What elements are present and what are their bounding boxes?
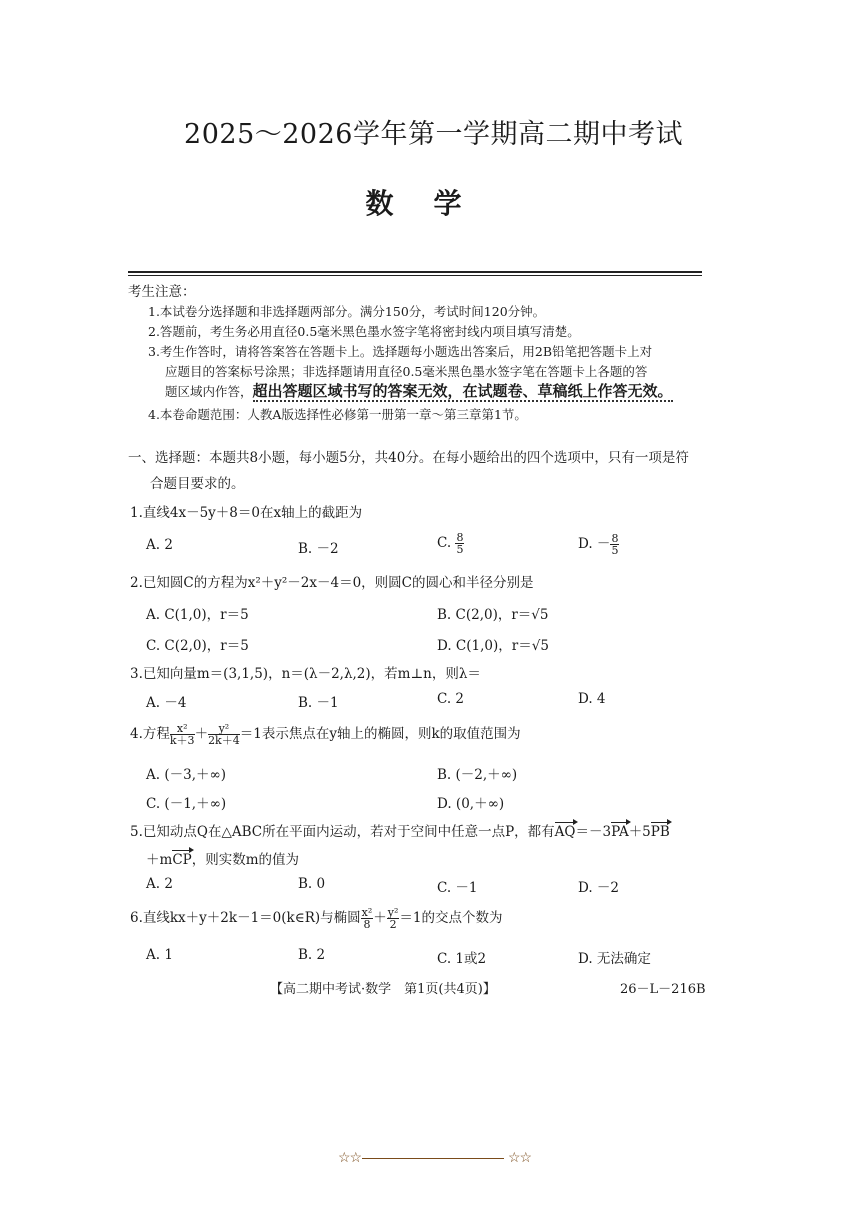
- page-footer-info: 【高二期中考试·数学 第1页(共4页)】: [270, 982, 496, 997]
- q4-option-d: D. (0,＋∞): [437, 796, 505, 812]
- q1-c-fraction: $\frac{8}{5}$: [456, 531, 464, 556]
- q4-option-c: C. (－1,＋∞): [146, 796, 227, 812]
- q3-option-c: C. 2: [437, 691, 465, 707]
- bottom-separator: [362, 1158, 504, 1159]
- q5-option-b: B. 0: [298, 876, 326, 892]
- question-5-stem-cont: ＋mCP，则实数m的值为: [146, 852, 300, 868]
- q1-option-d: D. － $\frac{8}{5}$: [578, 532, 619, 557]
- q5-option-a: A. 2: [146, 876, 173, 892]
- exam-title: 2025～2026学年第一学期高二期中考试: [184, 119, 683, 150]
- q4-fraction-x: $\frac{\text{x²}}{k+3}$: [169, 722, 195, 747]
- q2-option-d: D. C(1,0)，r＝√5: [437, 638, 549, 654]
- question-2-stem: 2.已知圆C的方程为x²＋y²－2x－4＝0，则圆C的圆心和半径分别是: [130, 575, 534, 591]
- q5-option-c: C. －1: [437, 880, 478, 896]
- q4-fraction-y: $\frac{\text{y²}}{2k+4}$: [208, 722, 240, 747]
- vector-pb: PB: [650, 824, 670, 840]
- q2-option-a: A. C(1,0)，r＝5: [146, 607, 249, 623]
- q6-option-b: B. 2: [298, 947, 326, 963]
- q1-option-a: A. 2: [146, 537, 173, 553]
- q6-option-c: C. 1或2: [437, 951, 487, 967]
- q6-fraction-x: $\frac{\text{x²}}{8}$: [361, 906, 373, 931]
- notice-item-1: 1.本试卷分选择题和非选择题两部分。满分150分，考试时间120分钟。: [148, 304, 546, 319]
- q3-option-b: B. －1: [298, 695, 339, 711]
- q4-option-b: B. (－2,＋∞): [437, 767, 518, 783]
- q1-d-fraction: $\frac{8}{5}$: [611, 532, 619, 557]
- divider-thin: [128, 275, 702, 276]
- question-6-stem: 6.直线kx＋y＋2k－1＝0(k∈R)与椭圆 $\frac{\text{x²}}{8}$ ＋ $\frac{\text{y²}}{2}$ ＝1的交点个数为: [130, 906, 503, 931]
- notice-item-3-cont2: [165, 380, 673, 401]
- question-3-stem: 3.已知向量m＝(3,1,5)，n＝(λ－2,λ,2)，若m⊥n，则λ＝: [130, 666, 481, 682]
- q6-option-a: A. 1: [146, 947, 173, 963]
- q1-option-c: C. $\frac{8}{5}$: [437, 531, 464, 556]
- section-heading-cont: 合题目要求的。: [150, 476, 245, 492]
- q6-fraction-y: $\frac{\text{y²}}{2}$: [387, 906, 399, 931]
- star-icon-right: ☆☆: [508, 1150, 532, 1166]
- subject-title: 数学: [365, 187, 502, 220]
- page-footer-code: 26－L－216B: [620, 982, 706, 997]
- divider-thick: [128, 271, 702, 273]
- vector-pa: PA: [611, 824, 629, 840]
- q2-option-b: B. C(2,0)，r＝√5: [437, 607, 549, 623]
- star-icon-left: ☆☆: [338, 1150, 362, 1166]
- question-4-stem: 4.方程 $\frac{\text{x²}}{k+3}$ ＋ $\frac{\text{y²}}{2k+4}$ ＝1表示焦点在y轴上的椭圆，则k的取值范围为: [130, 722, 521, 747]
- notice-item-3-prefix: 题区域内作答，: [165, 384, 253, 399]
- q3-option-d: D. 4: [578, 691, 606, 707]
- section-heading: 一、选择题：本题共8小题，每小题5分，共40分。在每小题给出的四个选项中，只有一项是符: [128, 450, 689, 466]
- q6-option-d: D. 无法确定: [578, 951, 651, 967]
- question-1-stem: 1.直线4x－5y＋8＝0在x轴上的截距为: [130, 505, 363, 521]
- vector-aq: AQ: [554, 824, 576, 840]
- notice-item-3-cont: 应题目的答案标号涂黑；非选择题请用直径0.5毫米黑色墨水签字笔在答题卡上各题的答: [165, 364, 648, 379]
- q1-option-b: B. －2: [298, 541, 339, 557]
- question-5-stem: 5.已知动点Q在△ABC所在平面内运动，若对于空间中任意一点P，都有AQ＝－3PA＋5PB: [130, 824, 670, 840]
- notice-item-2: 2.答题前，考生务必用直径0.5毫米黑色墨水签字笔将密封线内项目填写清楚。: [148, 324, 580, 339]
- q2-option-c: C. C(2,0)，r＝5: [146, 638, 249, 654]
- q4-option-a: A. (－3,＋∞): [146, 767, 226, 783]
- notice-emphasis: 超出答题区域书写的答案无效，在试题卷、草稿纸上作答无效。: [252, 382, 673, 400]
- notice-item-3: 3.考生作答时，请将答案答在答题卡上。选择题每小题选出答案后，用2B铅笔把答题卡上对: [148, 344, 653, 359]
- q3-option-a: A. －4: [146, 695, 187, 711]
- notice-item-4: 4.本卷命题范围：人教A版选择性必修第一册第一章～第三章第1节。: [148, 407, 527, 422]
- notice-heading: 考生注意：: [128, 284, 196, 300]
- vector-cp: CP: [172, 852, 192, 868]
- q5-option-d: D. －2: [578, 880, 620, 896]
